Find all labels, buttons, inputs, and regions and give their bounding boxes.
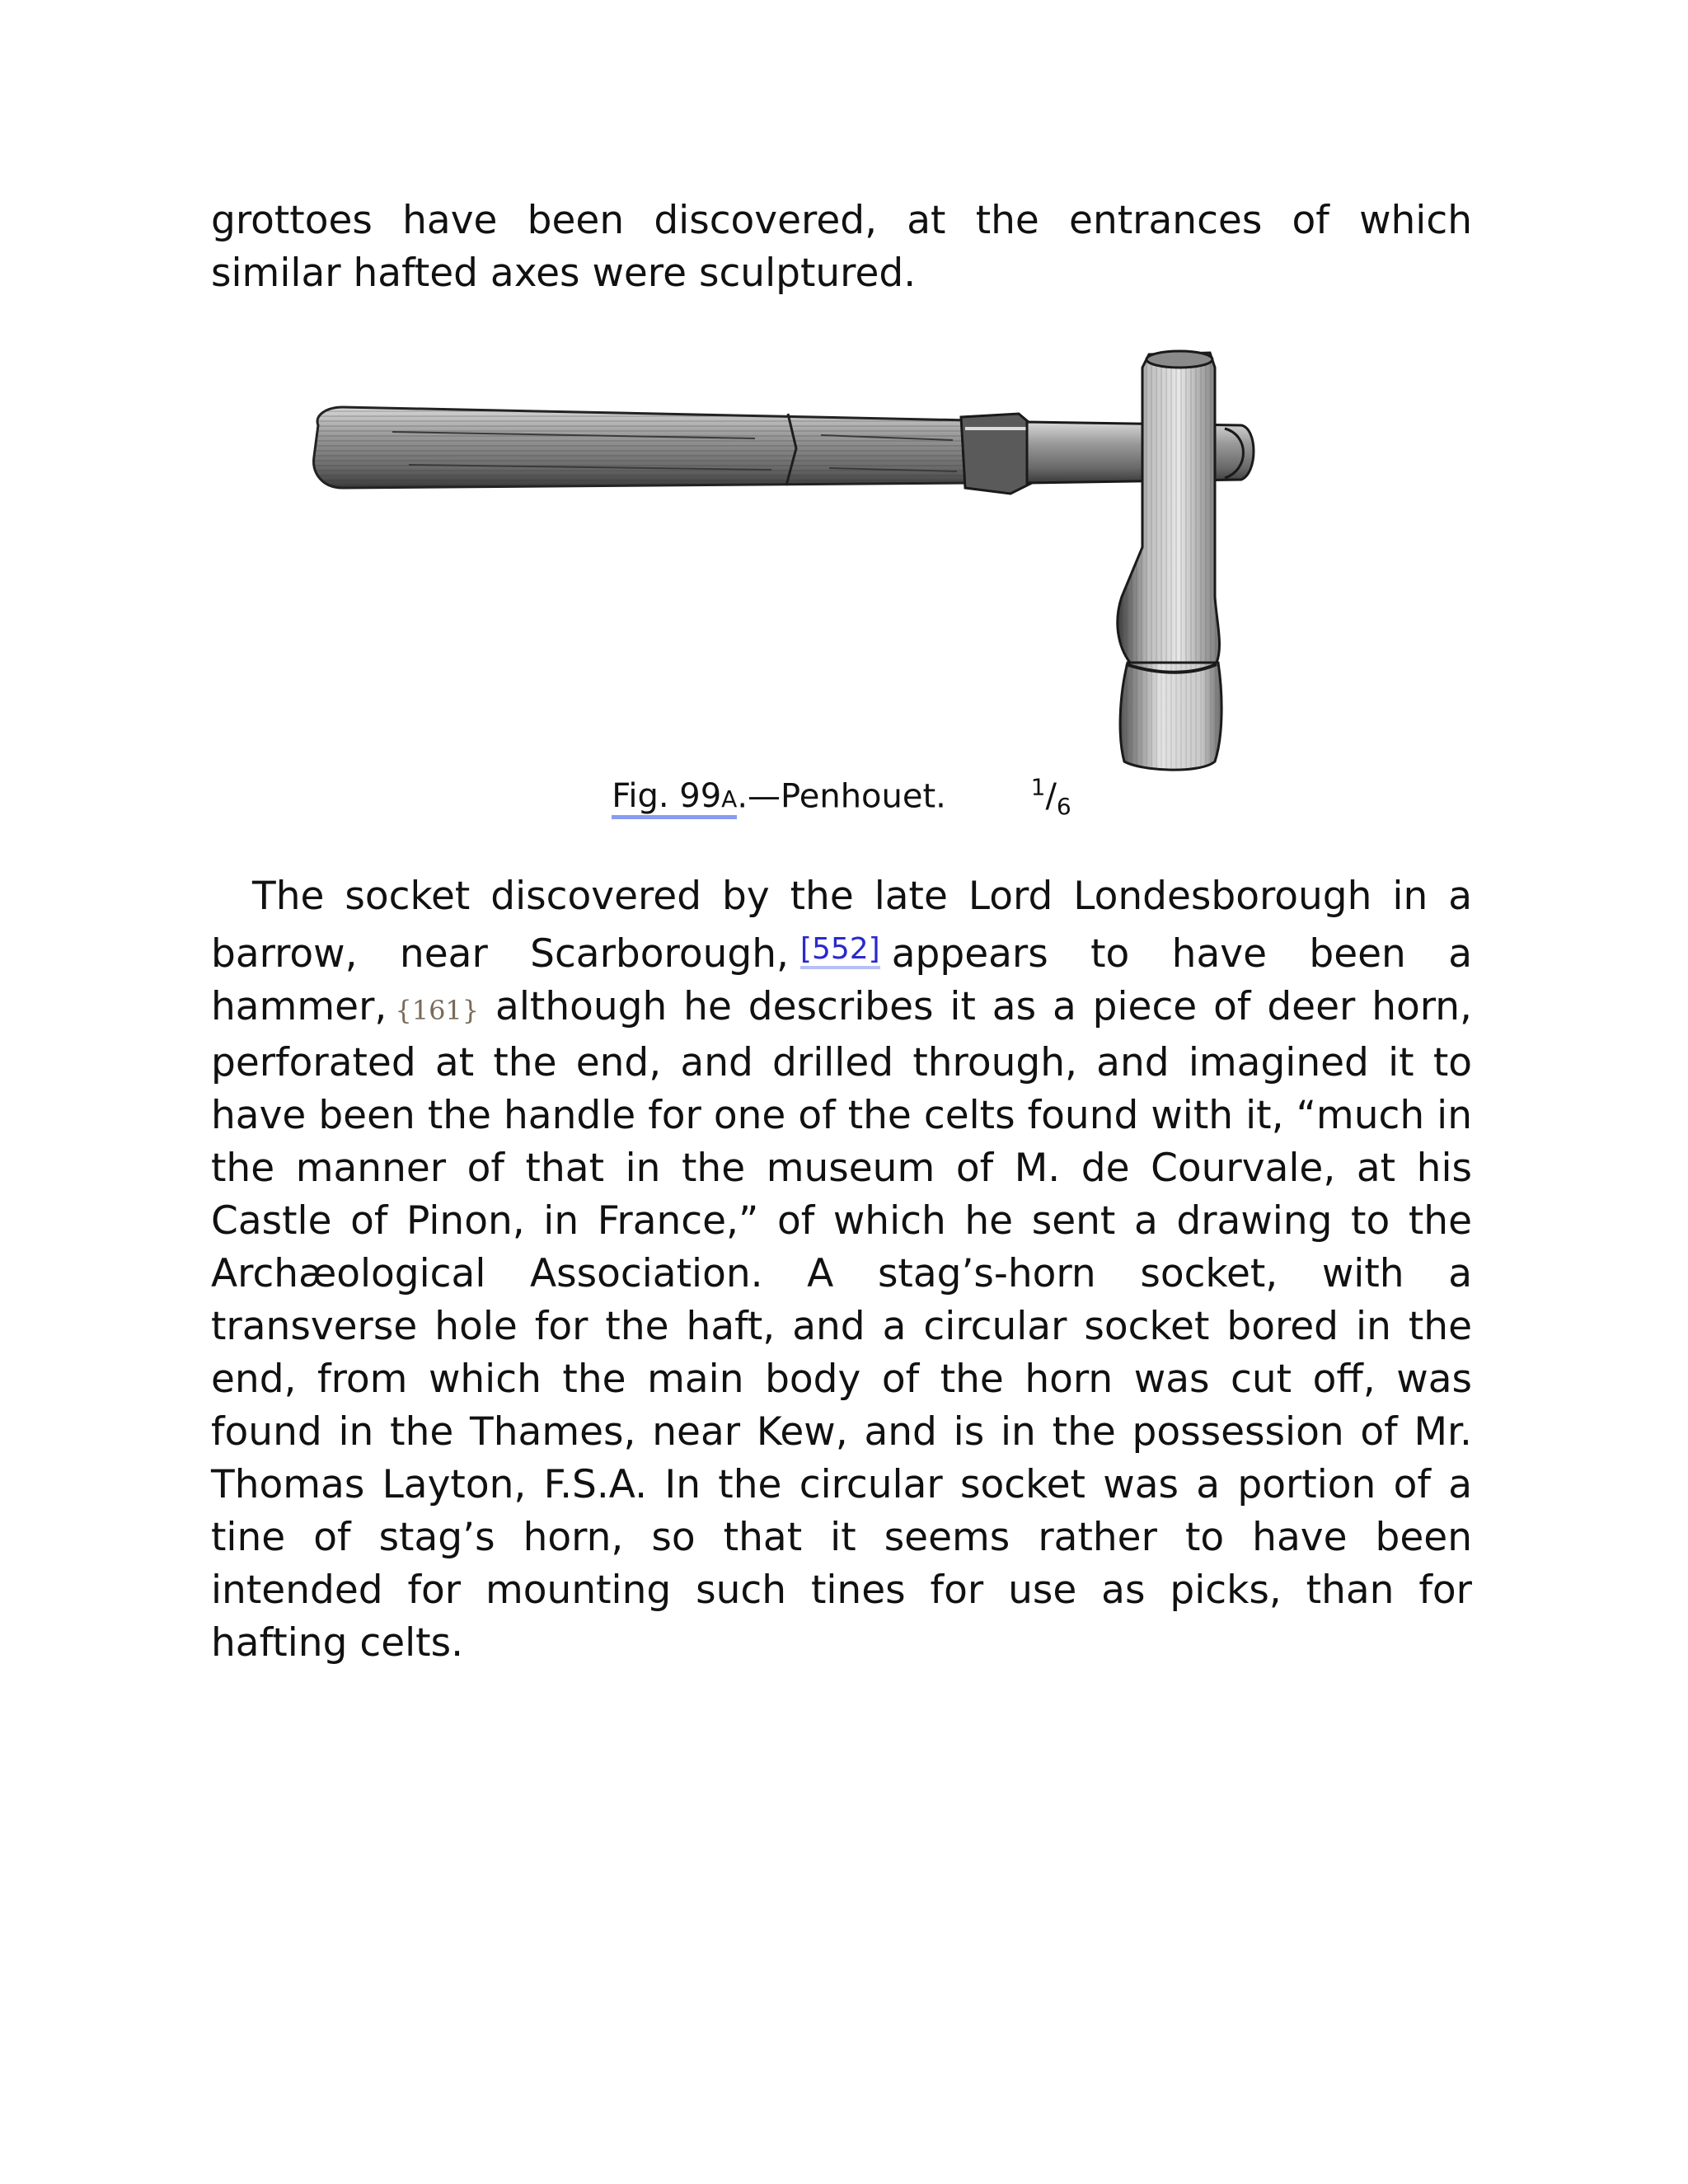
- page-number-marker: {161}: [395, 995, 480, 1026]
- figure-label-link[interactable]: [612, 777, 737, 819]
- paragraph-top: grottoes have been discovered, at the entrances of which similar hafted axes were sculptured.: [211, 198, 1472, 296]
- figure-label-suffix: A: [721, 785, 738, 813]
- figure-scale: $^1/_6$: [1030, 774, 1071, 821]
- figure-label-text: Fig. 99: [612, 777, 722, 816]
- paragraph-main-part3: although he describes it as a piece of deer horn, perforated at the end, and drilled through, and imagined it to have been the handle for one of the celts found with it, “much in the manner of that in the museum of M. de Courvale, at his Castle of Pinon, in France,” of which he sent a drawing to the Archæological Association. A stag’s-horn socket, with a transverse hole for the haft, and a circular socket bored in the end, from which the main body of the horn was cut off, was found in the Thames, near Kew, and is in the possession of Mr. Thomas Layton, F.S.A. In the circular socket was a portion of a tine of stag’s horn, so that it seems rather to have been intended for mounting such tines for use as picks, than for hafting celts.: [211, 984, 1472, 1666]
- paragraph-main: [211, 870, 1472, 1670]
- paragraph-main-part2: appears to have been a hammer,: [211, 931, 1472, 1029]
- page-content: [211, 194, 1472, 1666]
- figure-title: .—Penhouet.: [737, 777, 946, 816]
- scale-denominator: 6: [1056, 793, 1071, 821]
- footnote-ref-link[interactable]: [552]: [800, 932, 880, 969]
- figure-caption: [211, 765, 1472, 830]
- scale-numerator: 1: [1030, 774, 1046, 801]
- paragraph-main-part1: The socket discovered by the late Lord Londesborough in a barrow, near Scarborough,: [211, 874, 1472, 977]
